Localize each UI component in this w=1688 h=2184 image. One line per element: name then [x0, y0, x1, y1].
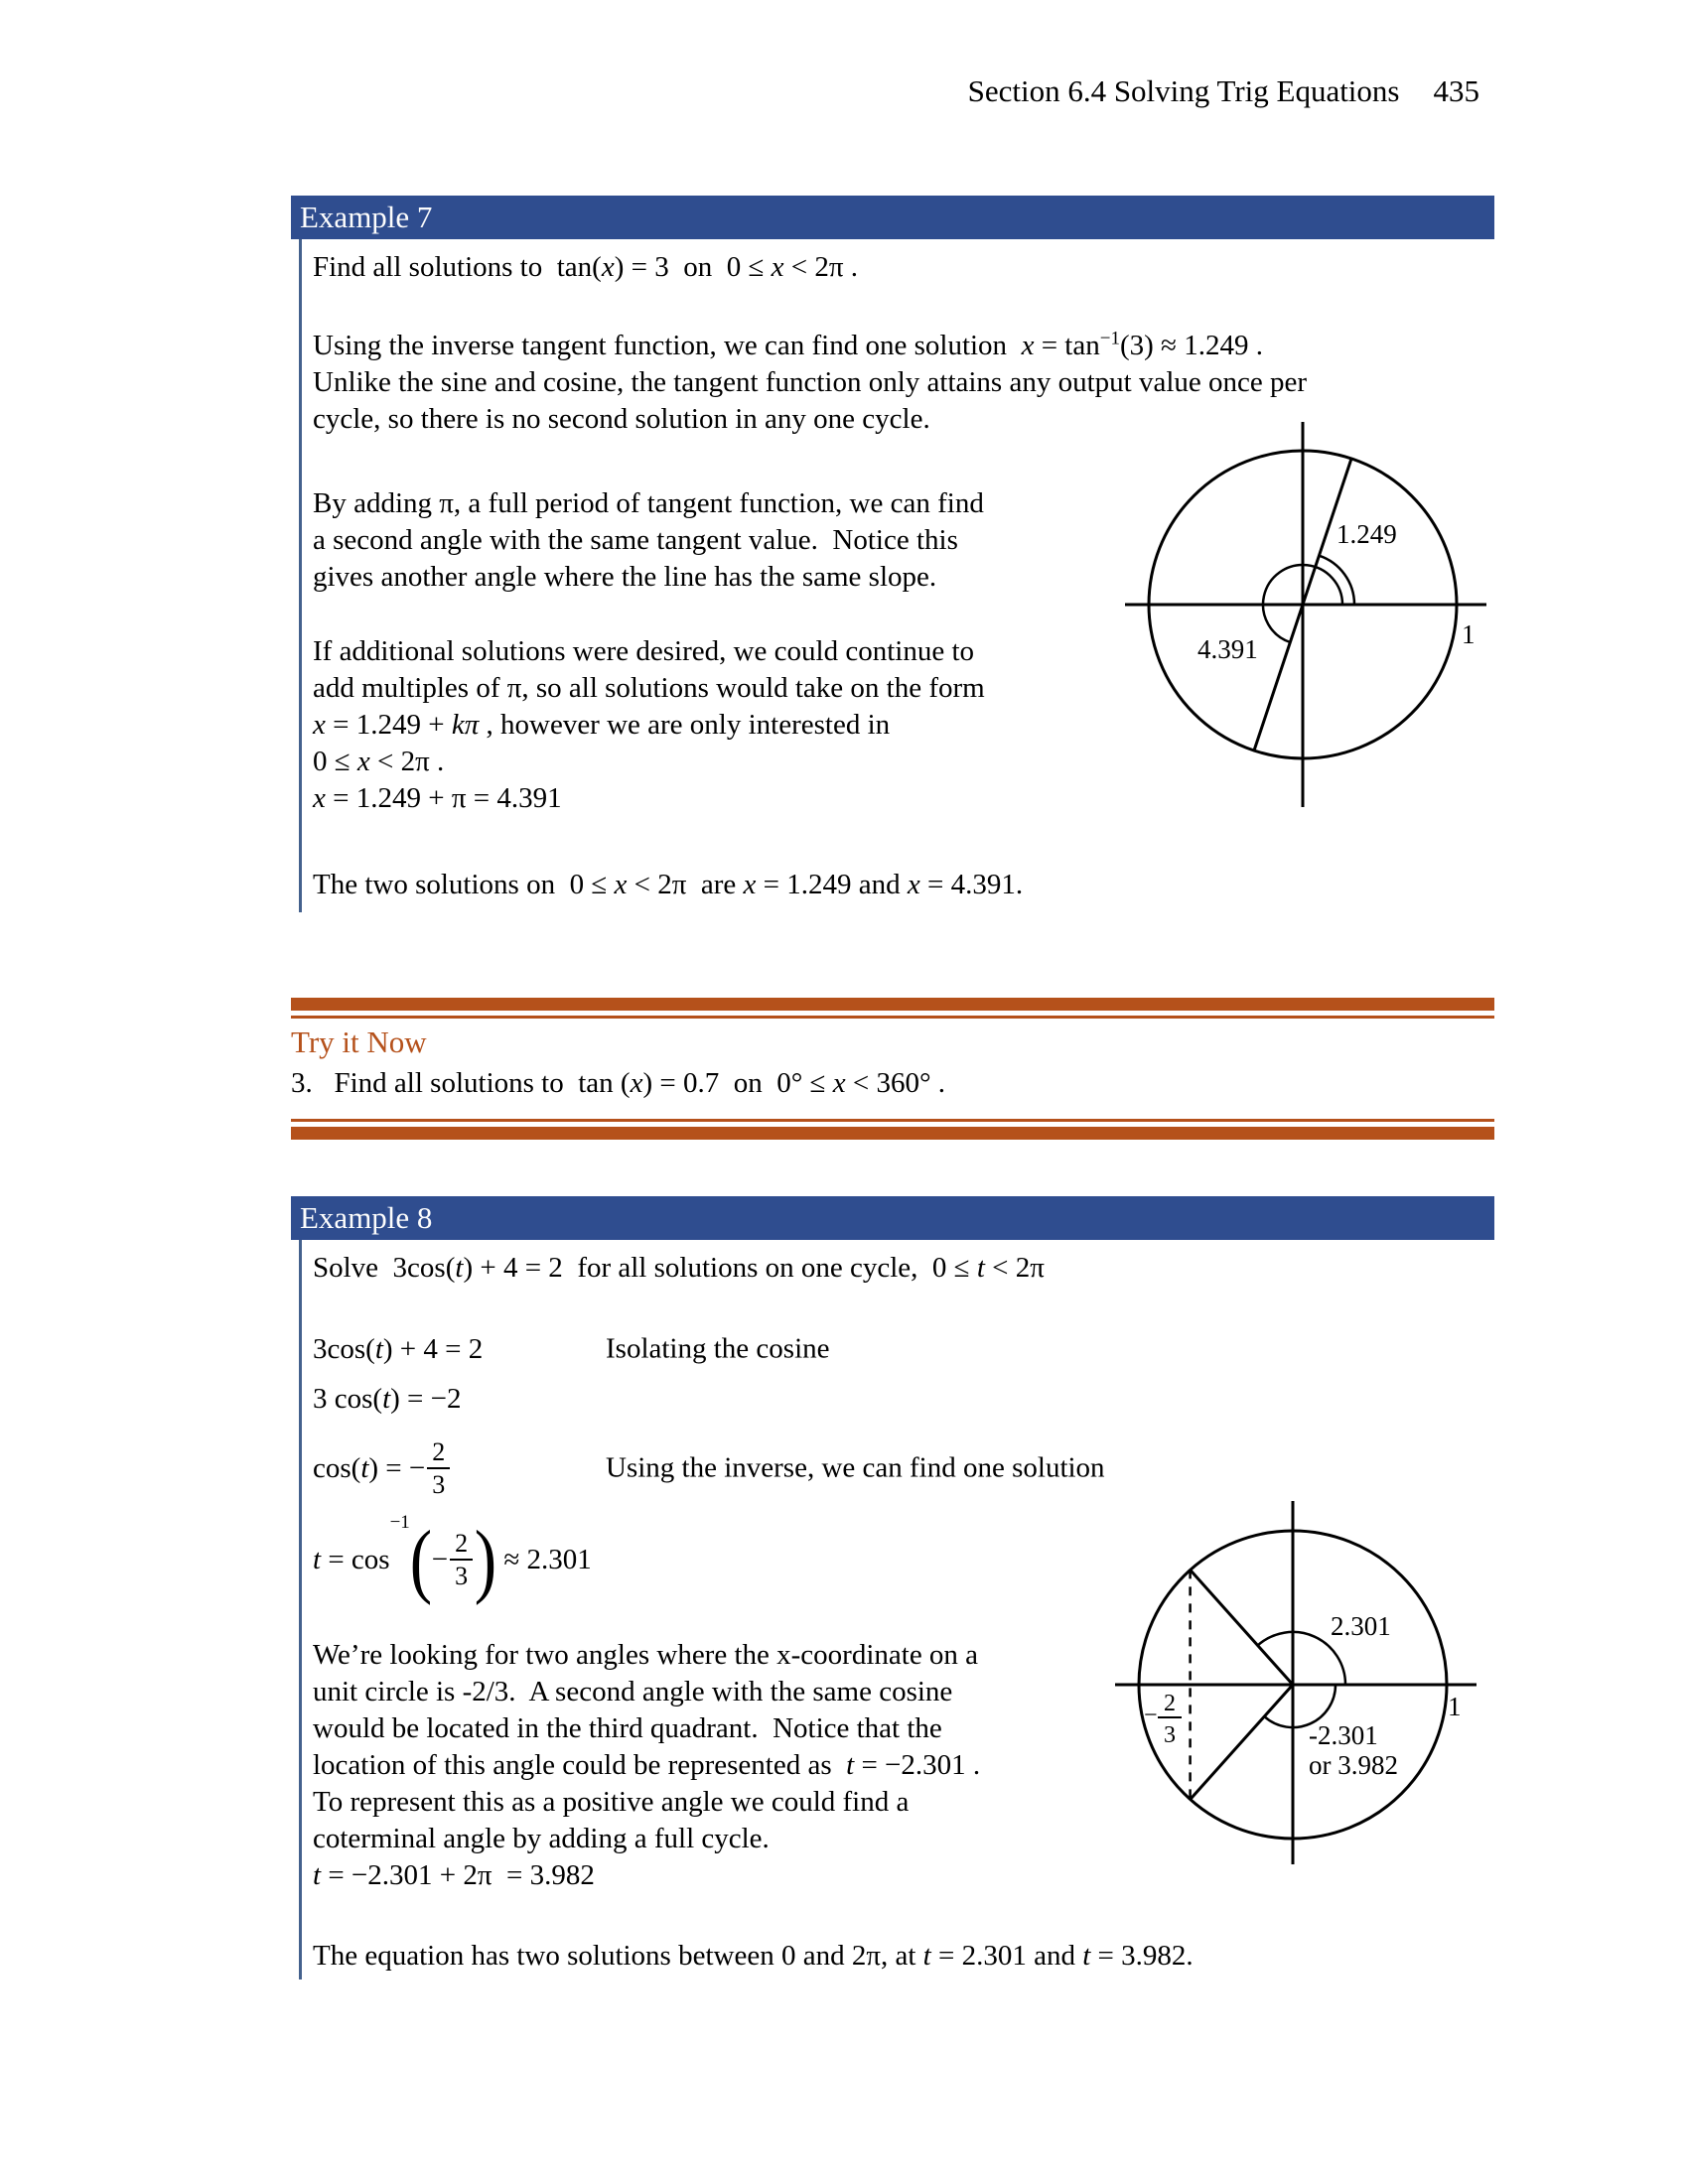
- terminal-side-2-301: [1191, 1570, 1293, 1685]
- text-line: If additional solutions were desired, we could continue to: [313, 635, 975, 667]
- orange-rule-thick-bottom: [291, 1127, 1494, 1140]
- orange-rule-thick-top: [291, 998, 1494, 1011]
- try-it-now-item: 3. Find all solutions to tan (x) = 0.7 on 0° ≤ x < 360° .: [291, 1067, 946, 1099]
- angle-arc-1-249: [1319, 556, 1354, 605]
- example7-conclusion: The two solutions on 0 ≤ x < 2π are x = 1.249 and x = 4.391.: [313, 869, 1024, 900]
- text-line: location of this angle could be represented as t = −2.301 .: [313, 1749, 981, 1781]
- equation: 3 cos( t ) = −2: [313, 1382, 462, 1415]
- terminal-side-3-982: [1191, 1685, 1293, 1800]
- example8-label: Example 8: [300, 1200, 433, 1235]
- text-line: would be located in the third quadrant. Notice that the: [313, 1712, 942, 1744]
- example7-paragraph-3: [313, 633, 998, 817]
- text-line: To represent this as a positive angle we could find a: [313, 1786, 910, 1818]
- example8-paragraph: [313, 1637, 998, 1894]
- text-line: By adding π, a full period of tangent function, we can find: [313, 487, 984, 519]
- example7-paragraph-2: [313, 485, 988, 596]
- example7-label: Example 7: [300, 200, 433, 234]
- text-line: x = 1.249 + π = 4.391: [313, 782, 562, 814]
- text-line: x = 1.249 + kπ , however we are only interested in: [313, 709, 891, 741]
- text-line: a second angle with the same tangent value. Notice this: [313, 524, 958, 556]
- work-step-2: [313, 1374, 1494, 1424]
- angle-label-2-301: 2.301: [1331, 1611, 1391, 1641]
- text-line: 0 ≤ x < 2π .: [313, 746, 445, 777]
- section-title: Section 6.4 Solving Trig Equations: [967, 73, 1400, 108]
- angle-label-or-3-982: or 3.982: [1309, 1750, 1398, 1780]
- text-line: Unlike the sine and cosine, the tangent function only attains any output value once per: [313, 366, 1308, 398]
- example7-header-bar: [291, 196, 1494, 239]
- page-header: [968, 73, 1479, 109]
- example8-problem: Solve 3cos(t) + 4 = 2 for all solutions on one cycle, 0 ≤ t < 2π: [313, 1252, 1045, 1284]
- example8-conclusion: The equation has two solutions between 0 and 2π, at t = 2.301 and t = 3.982.: [313, 1940, 1194, 1972]
- radius-label: 1: [1462, 619, 1476, 649]
- example7-problem: Find all solutions to tan(x) = 3 on 0 ≤ x < 2π .: [313, 251, 858, 283]
- work-step-1: [313, 1324, 1494, 1374]
- page-number: 435: [1433, 73, 1479, 108]
- text-line: coterminal angle by adding a full cycle.: [313, 1823, 770, 1854]
- orange-rule-thin-bottom: [291, 1119, 1494, 1122]
- text-line: t = −2.301 + 2π = 3.982: [313, 1859, 595, 1891]
- equation: 3cos( t ) + 4 = 2: [313, 1332, 484, 1365]
- unit-circle-figure-tangent: [1112, 412, 1509, 809]
- text-line: cycle, so there is no second solution in any one cycle.: [313, 403, 930, 435]
- text-line: unit circle is -2/3. A second angle with the same cosine: [313, 1676, 953, 1707]
- equation: cos( t ) = − $\frac{2}{3}$: [313, 1436, 452, 1500]
- text-line: add multiples of π, so all solutions would take on the form: [313, 672, 985, 704]
- fraction-sign: −: [1144, 1703, 1158, 1728]
- angle-label-1-249: 1.249: [1336, 519, 1397, 549]
- equation: t = cos −1 ( − $\frac{2}{3}$ ) ≈ 2.301: [313, 1511, 592, 1606]
- radius-label: 1: [1448, 1692, 1462, 1721]
- text-line: We’re looking for two angles where the x-coordinate on a: [313, 1639, 979, 1671]
- text-line: Using the inverse tangent function, we can find one solution $x = \tan^{-1}(3) \approx 1.249$ .: [313, 328, 1263, 361]
- step-note: Using the inverse, we can find one solution: [606, 1451, 1105, 1484]
- unit-circle-figure-cosine: [1092, 1484, 1509, 1881]
- fraction-numerator: 2: [1164, 1691, 1176, 1716]
- angle-label-4-391: 4.391: [1197, 634, 1258, 664]
- step-note: Isolating the cosine: [606, 1332, 830, 1365]
- text-line: gives another angle where the line has the same slope.: [313, 561, 937, 593]
- try-it-now-heading: Try it Now: [291, 1024, 427, 1059]
- angle-label-neg-2-301: -2.301: [1309, 1720, 1378, 1750]
- example8-header-bar: [291, 1196, 1494, 1240]
- fraction-denominator: 3: [1164, 1722, 1176, 1748]
- orange-rule-thin-top: [291, 1016, 1494, 1019]
